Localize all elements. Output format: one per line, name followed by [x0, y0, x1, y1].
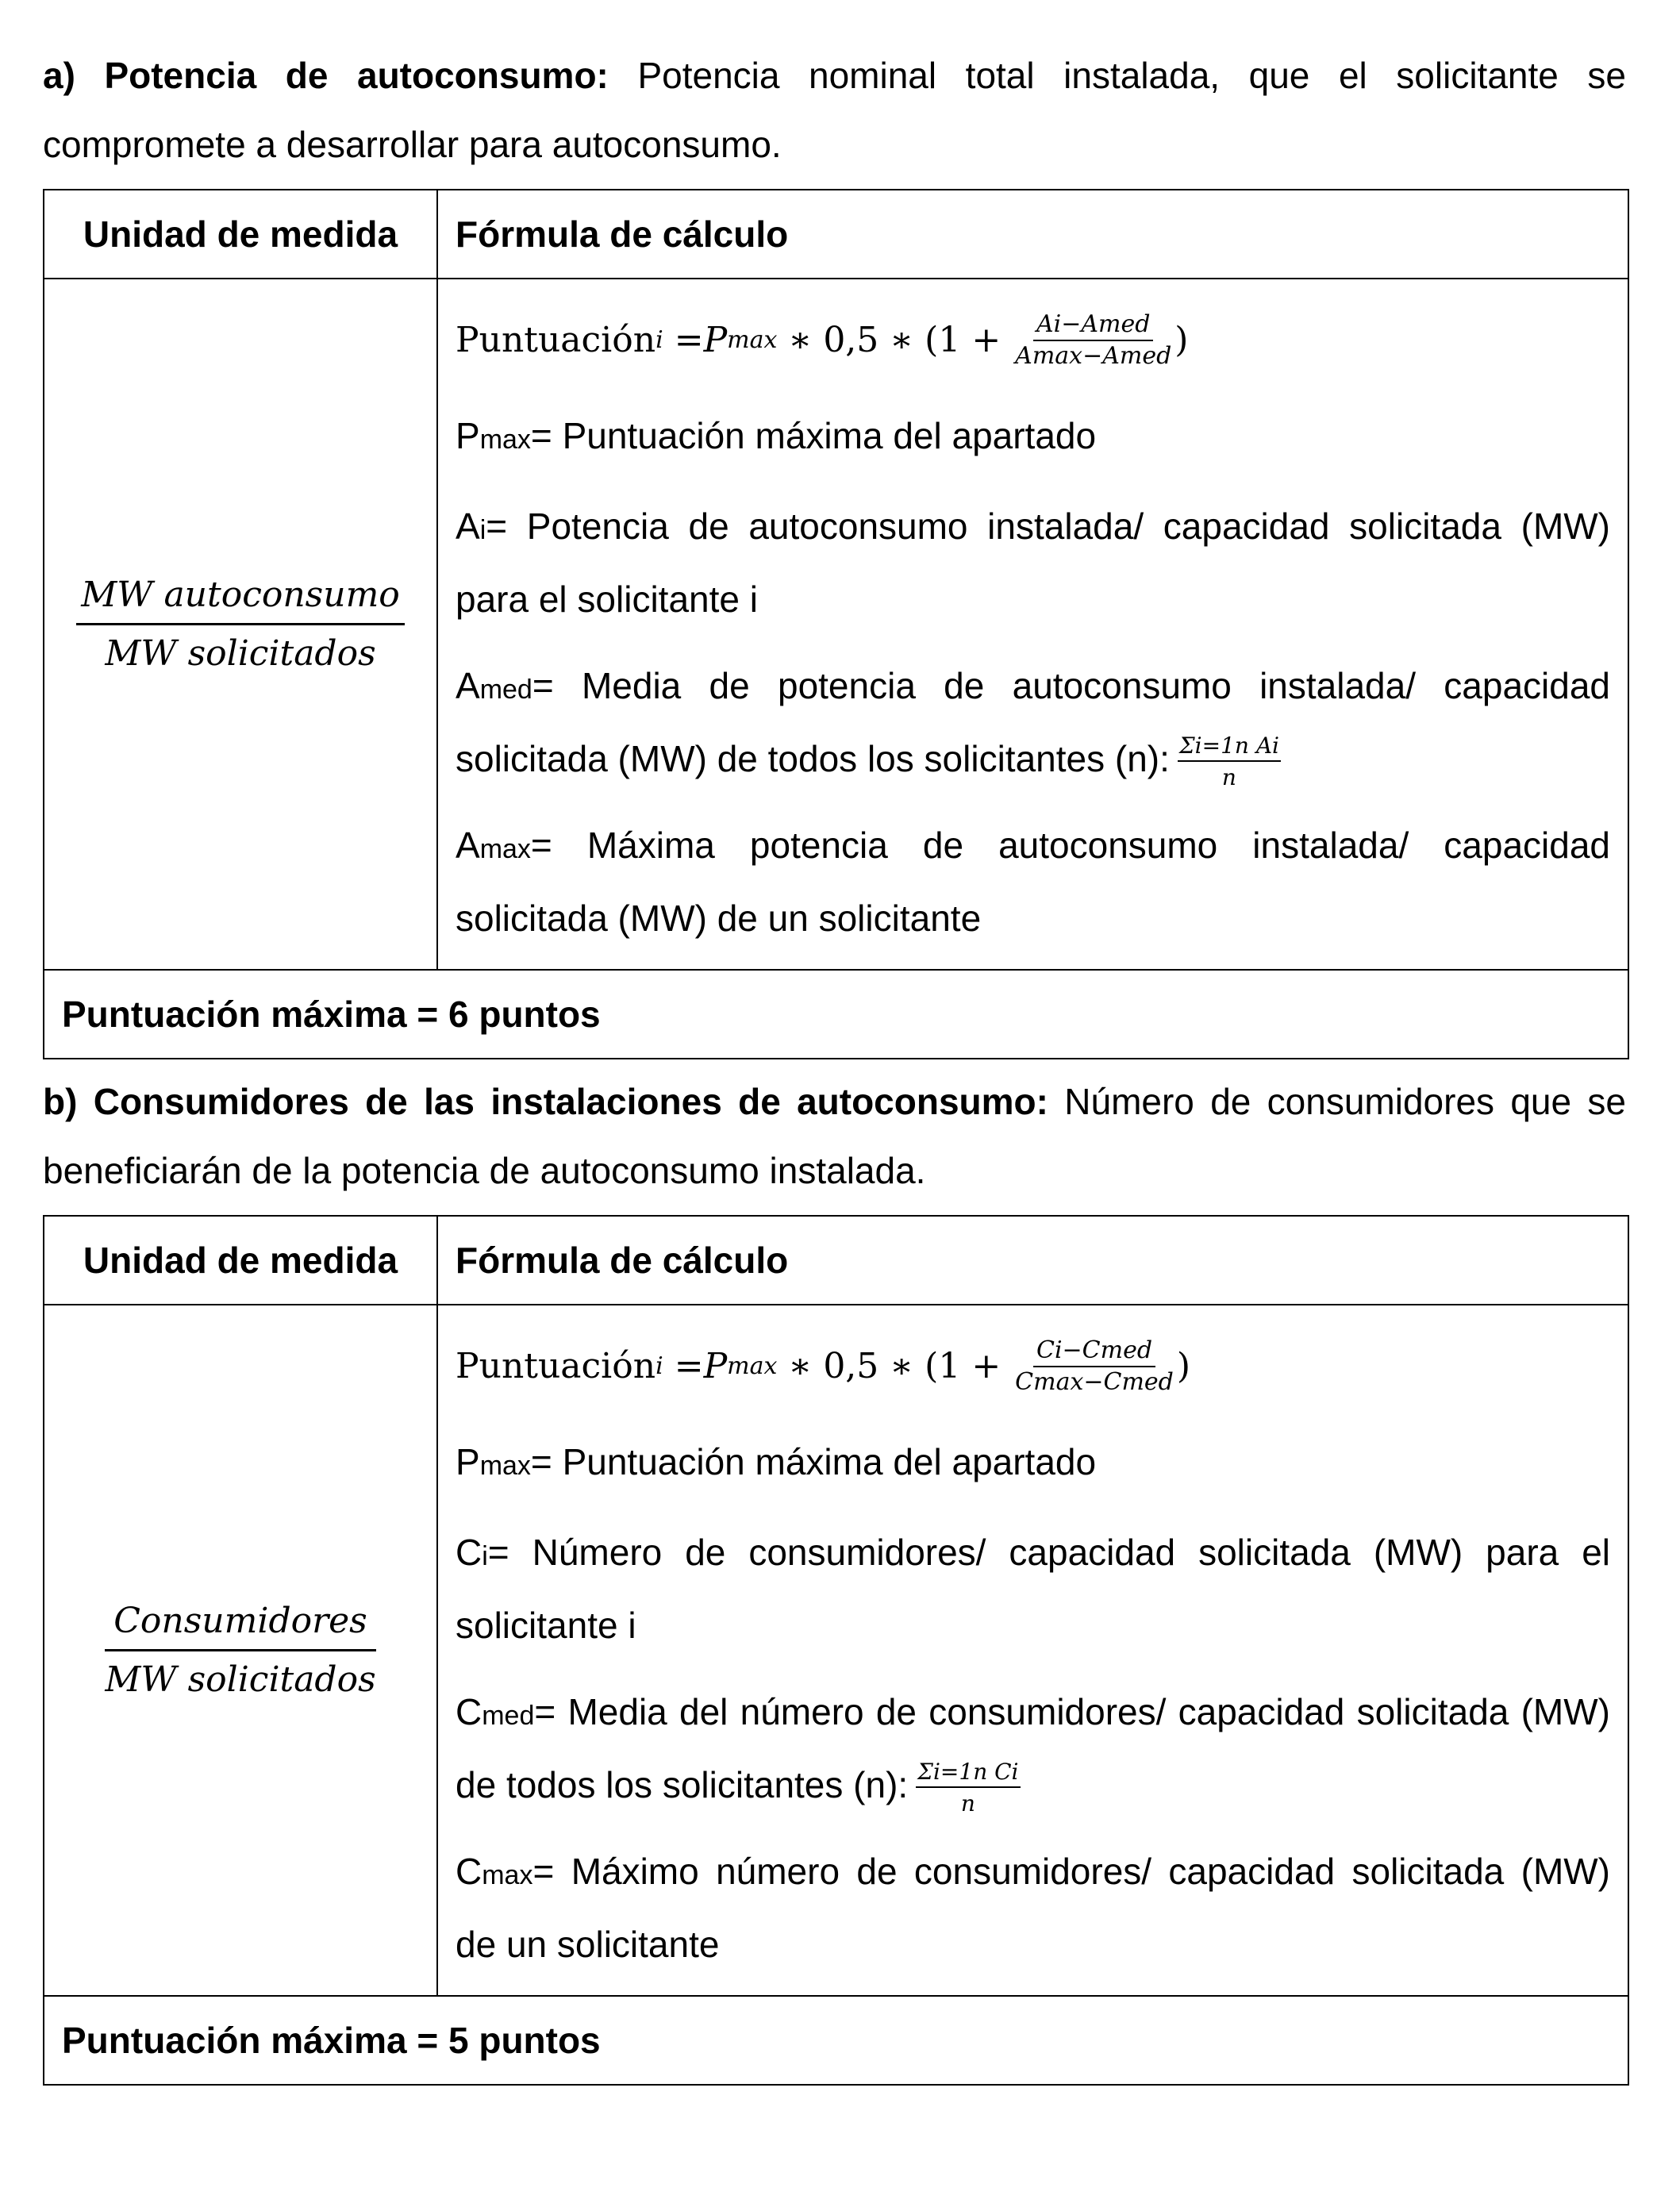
- formula-lhs: Puntuación: [456, 1346, 656, 1386]
- def-sub: i: [482, 1541, 488, 1571]
- def-sub: max: [479, 834, 531, 864]
- formula-pmax-sub: max: [727, 326, 778, 354]
- section-b-table: [43, 1215, 1629, 2086]
- sum-numerator: Σi=1n Ci: [916, 1759, 1020, 1788]
- unit-numerator: MW autoconsumo: [76, 575, 405, 625]
- sum-numerator: Σi=1n Ai: [1178, 733, 1281, 762]
- table-body-row: [44, 1305, 1628, 1996]
- unit-ratio: [105, 1601, 375, 1700]
- unit-denominator: MW solicitados: [105, 633, 376, 674]
- max-score: Puntuación máxima = 6 puntos: [44, 970, 1628, 1059]
- fraction-denominator: Amax−Amed: [1015, 342, 1172, 370]
- formula-middle: ∗ 0,5 ∗ (1 +: [777, 1346, 1013, 1386]
- document-page: [43, 41, 1626, 2086]
- formula-equals: =: [674, 320, 704, 360]
- def-symbol: C: [456, 1691, 482, 1732]
- section-a-description: Potencia nominal total instalada, que el solicitante se compromete a desarrollar para autoconsumo.: [43, 55, 1626, 165]
- formula-pmax: P: [703, 320, 728, 360]
- col-header-unit: Unidad de medida: [44, 1216, 437, 1305]
- def-sub: med: [482, 1701, 535, 1731]
- unit-numerator: Consumidores: [105, 1601, 375, 1651]
- formula-cell: [437, 279, 1628, 970]
- def-text: = Número de consumidores/ capacidad solicitada (MW) para el solicitante i: [456, 1532, 1610, 1646]
- table-footer-row: [44, 1996, 1628, 2085]
- def-symbol: A: [456, 665, 480, 706]
- def-symbol: C: [456, 1851, 482, 1892]
- col-header-formula: Fórmula de cálculo: [437, 1216, 1628, 1305]
- col-header-unit: Unidad de medida: [44, 190, 437, 279]
- definition-amax: [456, 811, 1610, 953]
- def-sub: max: [482, 1860, 533, 1890]
- def-sub: med: [479, 675, 532, 705]
- definition-ci: [456, 1518, 1610, 1660]
- def-text: = Puntuación máxima del apartado: [530, 415, 1097, 456]
- score-formula: [456, 297, 1610, 384]
- section-a-table: [43, 189, 1629, 1059]
- definition-cmax: [456, 1837, 1610, 1979]
- sum-fraction: [1178, 733, 1281, 790]
- def-text: = Media del número de consumidores/ capacidad solicitada (MW) de todos los solicitantes (n):: [456, 1691, 1610, 1805]
- def-symbol: A: [456, 506, 480, 547]
- sum-denominator: n: [960, 1790, 975, 1817]
- definition-pmax: [456, 402, 1610, 475]
- section-b-description: Número de consumidores que se beneficiarán de la potencia de autoconsumo instalada.: [43, 1081, 1626, 1191]
- def-text: = Máxima potencia de autoconsumo instalada/ capacidad solicitada (MW) de un solicitante: [456, 825, 1610, 939]
- def-text: = Máximo número de consumidores/ capacidad solicitada (MW) de un solicitante: [456, 1851, 1610, 1965]
- formula-lhs-sub: i: [655, 1352, 663, 1380]
- unit-cell: [44, 279, 437, 970]
- section-b-intro: [43, 1067, 1626, 1205]
- definition-pmax: [456, 1428, 1610, 1501]
- max-score: Puntuación máxima = 5 puntos: [44, 1996, 1628, 2085]
- def-sub: i: [479, 515, 486, 545]
- definition-cmed: [456, 1678, 1610, 1820]
- sum-denominator: n: [1221, 763, 1236, 790]
- def-text: = Puntuación máxima del apartado: [530, 1441, 1097, 1482]
- def-text: = Potencia de autoconsumo instalada/ capacidad solicitada (MW) para el solicitante i: [456, 506, 1610, 620]
- def-symbol: P: [456, 1441, 480, 1482]
- def-sub: max: [479, 425, 531, 455]
- formula-pmax: P: [703, 1346, 728, 1386]
- section-a-heading: a) Potencia de autoconsumo:: [43, 55, 609, 96]
- definition-ai: [456, 492, 1610, 634]
- def-sub: max: [479, 1451, 531, 1481]
- score-formula: [456, 1323, 1610, 1410]
- fraction-denominator: Cmax−Cmed: [1015, 1368, 1174, 1396]
- col-header-formula: Fórmula de cálculo: [437, 190, 1628, 279]
- definition-amed: [456, 652, 1610, 794]
- section-b-heading: b) Consumidores de las instalaciones de autoconsumo:: [43, 1081, 1048, 1122]
- formula-lhs: Puntuación: [456, 320, 656, 360]
- def-symbol: P: [456, 415, 480, 456]
- formula-pmax-sub: max: [727, 1352, 778, 1380]
- unit-ratio: [76, 575, 405, 674]
- fraction-numerator: Ci−Cmed: [1033, 1337, 1155, 1367]
- formula-cell: [437, 1305, 1628, 1996]
- table-footer-row: [44, 970, 1628, 1059]
- table-header-row: [44, 190, 1628, 279]
- formula-equals: =: [674, 1346, 704, 1386]
- def-symbol: A: [456, 825, 480, 866]
- formula-close: ): [1176, 1346, 1191, 1386]
- formula-close: ): [1174, 320, 1189, 360]
- table-body-row: [44, 279, 1628, 970]
- def-text: = Media de potencia de autoconsumo instalada/ capacidad solicitada (MW) de todos los solicitantes (n):: [456, 665, 1610, 779]
- def-symbol: C: [456, 1532, 482, 1573]
- unit-denominator: MW solicitados: [105, 1659, 376, 1700]
- formula-lhs-sub: i: [655, 326, 663, 354]
- section-a-intro: [43, 41, 1626, 179]
- table-header-row: [44, 1216, 1628, 1305]
- formula-fraction: [1015, 1337, 1174, 1396]
- formula-fraction: [1015, 311, 1171, 370]
- unit-cell: [44, 1305, 437, 1996]
- sum-fraction: [916, 1759, 1020, 1817]
- formula-middle: ∗ 0,5 ∗ (1 +: [777, 320, 1013, 360]
- fraction-numerator: Ai−Amed: [1033, 311, 1153, 341]
